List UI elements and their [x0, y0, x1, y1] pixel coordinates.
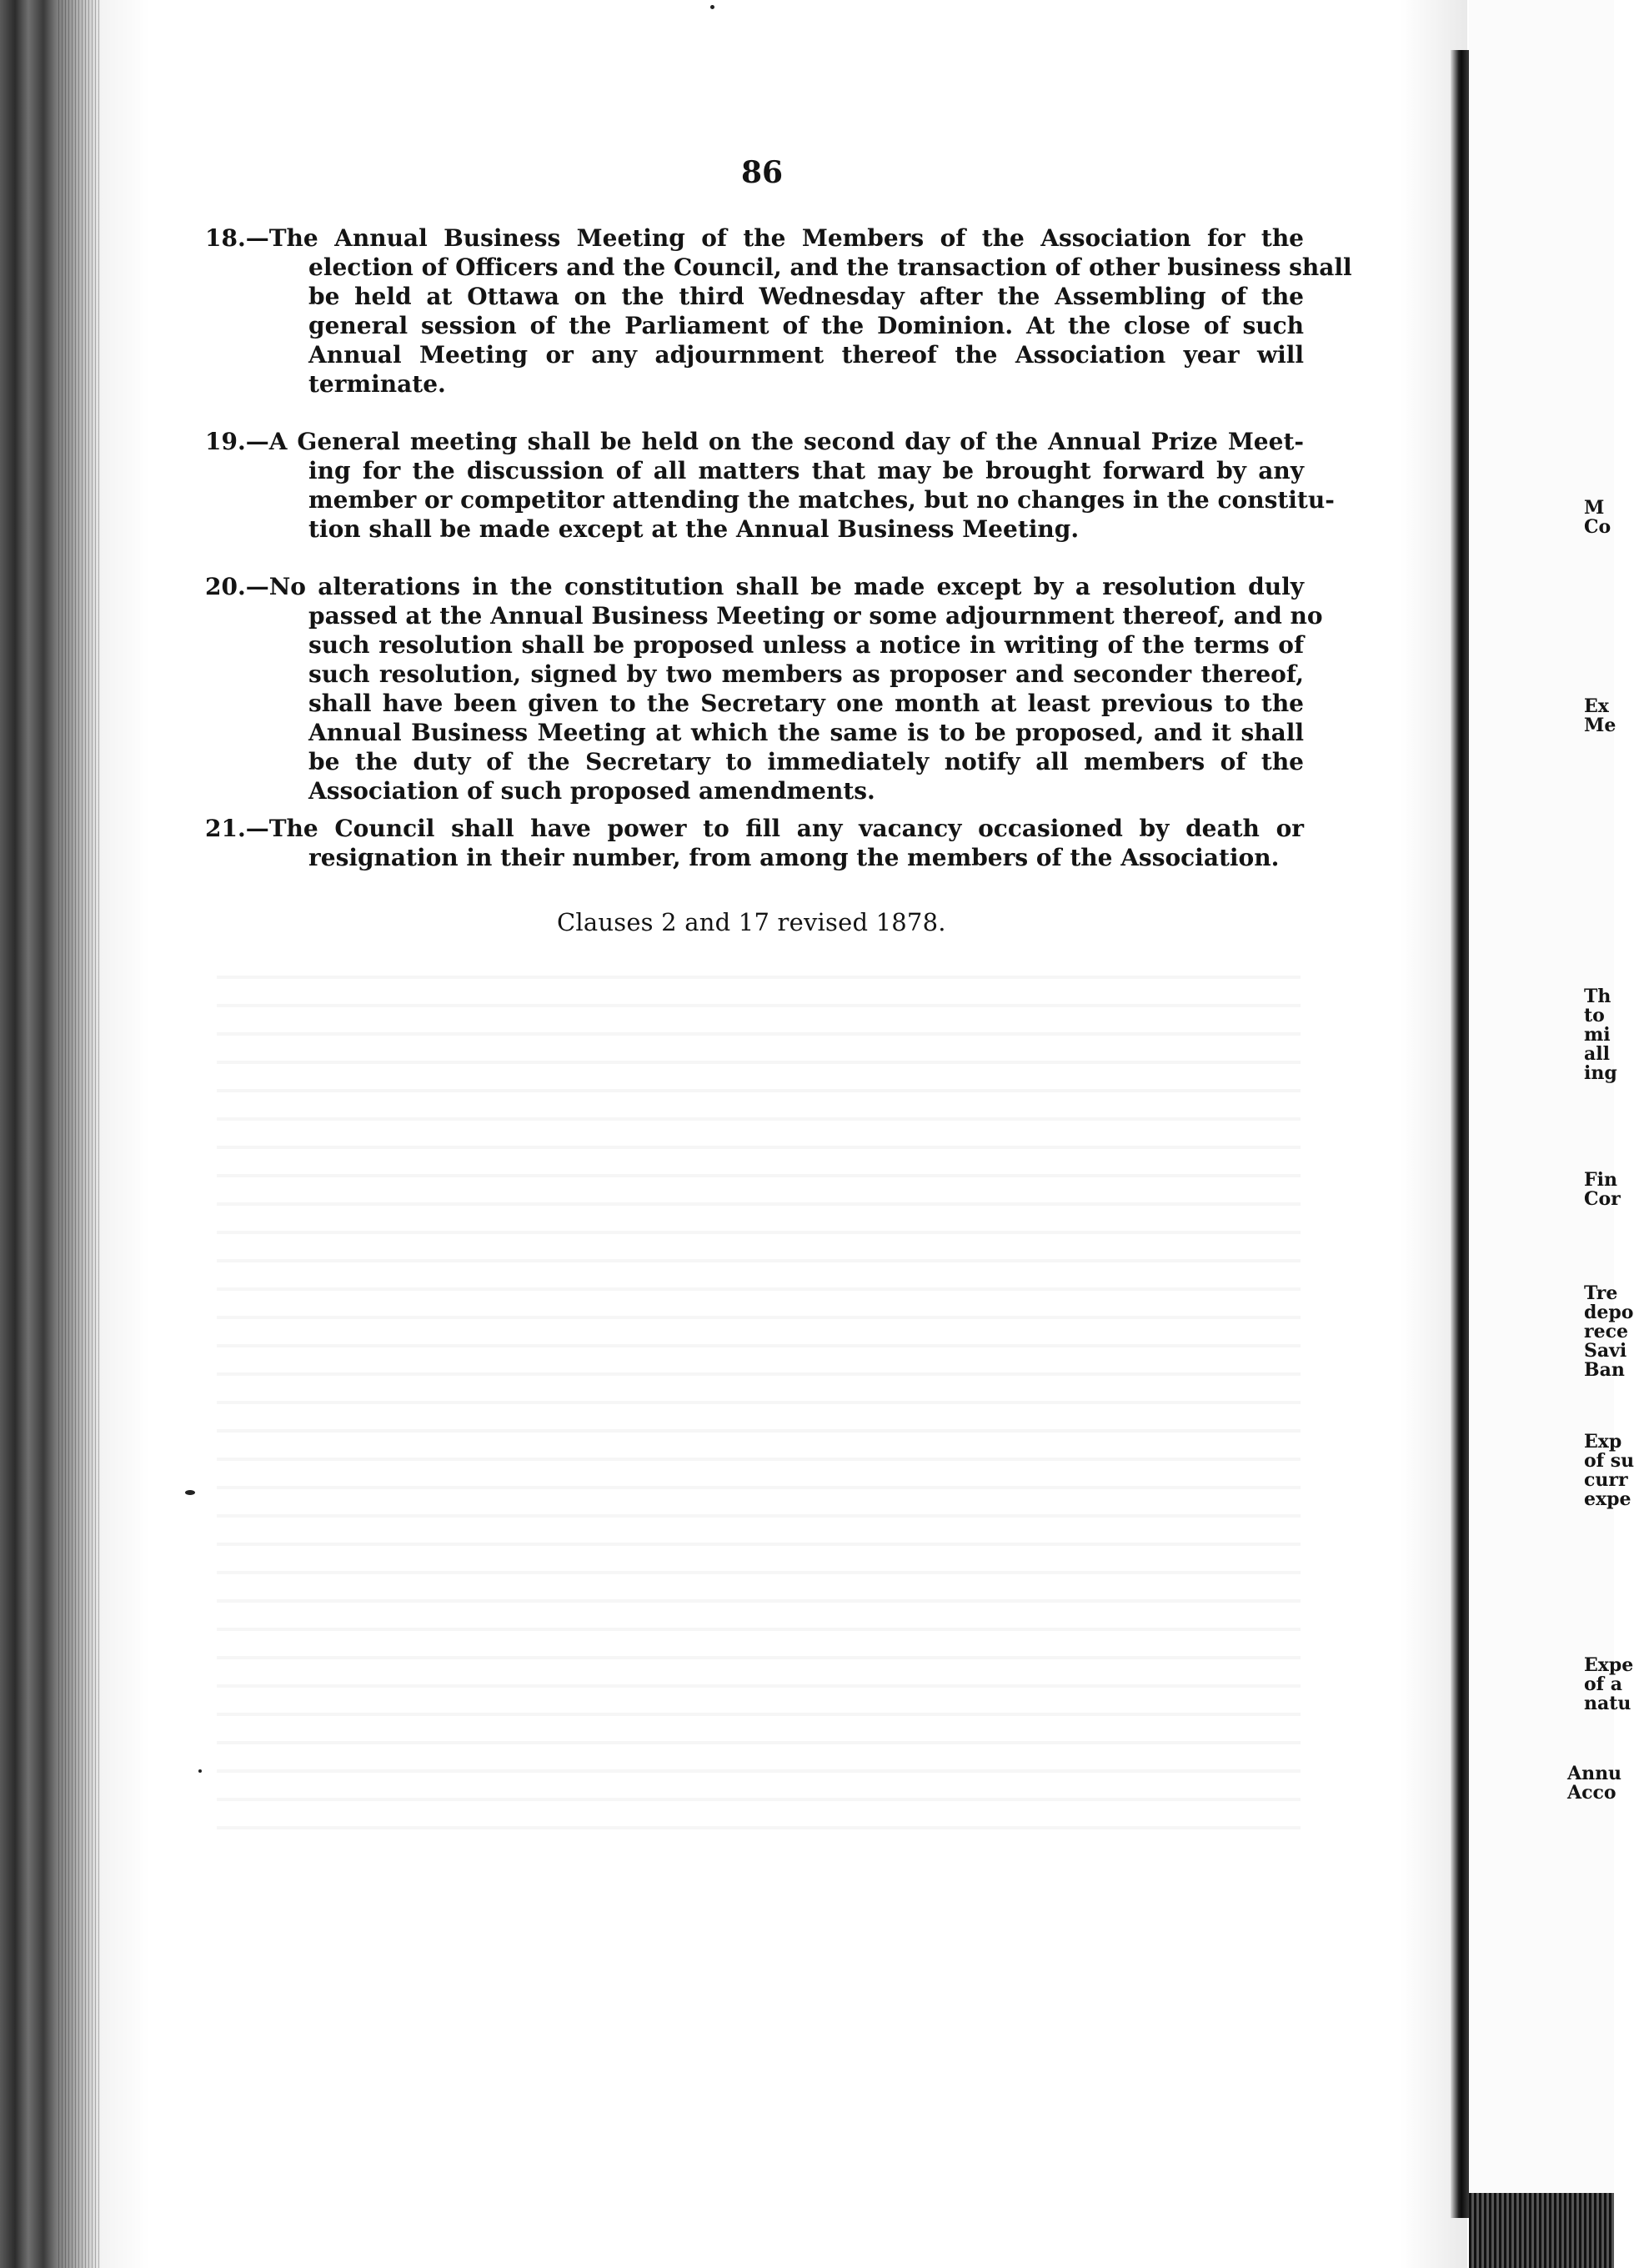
facing-fragment-line: Tre	[1584, 1282, 1618, 1304]
facing-fragment-line: expe	[1584, 1488, 1631, 1510]
clause-18	[205, 223, 1352, 399]
page-edges	[58, 0, 100, 2268]
clause-19	[205, 427, 1335, 544]
scan-speck	[710, 5, 714, 9]
facing-fragment-line: to	[1584, 1005, 1605, 1026]
clause-21	[205, 814, 1304, 872]
facing-fragment	[1584, 987, 1617, 1083]
facing-fragment	[1584, 1433, 1634, 1509]
facing-fragment-line: Expe	[1584, 1654, 1634, 1676]
facing-fragment	[1584, 1171, 1621, 1209]
facing-fragment-line: Annu	[1567, 1763, 1622, 1784]
clause-line: such resolution shall be proposed unless a notice in writing of the terms of	[308, 631, 1304, 659]
clause-line: be the duty of the Secretary to immediately notify all members of the	[308, 748, 1304, 775]
facing-fragment	[1584, 1284, 1633, 1380]
facing-fragment-line: Fin	[1584, 1169, 1617, 1191]
facing-fragment-line: of su	[1584, 1450, 1634, 1472]
clause-line: election of Officers and the Council, and the transaction of other business shall	[308, 253, 1352, 281]
facing-fragment-line: all	[1584, 1043, 1610, 1065]
facing-fragment-line: Ban	[1584, 1359, 1625, 1381]
clause-line: such resolution, signed by two members as proposer and seconder thereof,	[308, 660, 1304, 688]
facing-fragment-line: curr	[1584, 1469, 1628, 1491]
facing-fragment	[1584, 697, 1616, 735]
clause-line: resignation in their number, from among the members of the Association.	[308, 844, 1280, 871]
facing-fragment-line: of a	[1584, 1673, 1623, 1695]
clause-line: 20.—No alterations in the constitution shall be made except by a resolution duly	[205, 573, 1304, 600]
revision-note: Clauses 2 and 17 revised 1878.	[557, 908, 946, 936]
facing-fragment-line: ing	[1584, 1062, 1617, 1084]
clause-line: 21.—The Council shall have power to fill any vacancy occasioned by death or	[205, 815, 1304, 842]
facing-fragment-line: Ex	[1584, 695, 1609, 717]
facing-fragment-line: Me	[1584, 715, 1616, 736]
clause-line: Annual Meeting or any adjournment thereof the Association year will	[308, 341, 1304, 369]
clauses-body	[205, 223, 1352, 901]
clause-line: 18.—The Annual Business Meeting of the Members of the Association for the	[205, 224, 1304, 252]
clause-line: Annual Business Meeting at which the same is to be proposed, and it shall	[308, 719, 1304, 746]
facing-fragment-line: mi	[1584, 1024, 1611, 1046]
facing-fragment-line: Cor	[1584, 1188, 1621, 1210]
clause-line: ing for the discussion of all matters that may be brought forward by any	[308, 457, 1304, 484]
facing-fragment-line: Co	[1584, 516, 1611, 538]
clause-line: general session of the Parliament of the Dominion. At the close of such	[308, 312, 1304, 339]
scan-speck	[198, 1769, 202, 1773]
clause-line: Association of such proposed amendments.	[308, 777, 875, 805]
clause-line: be held at Ottawa on the third Wednesday after the Assembling of the	[308, 283, 1304, 310]
facing-fragment	[1584, 1656, 1633, 1714]
scan-speck	[185, 1490, 195, 1495]
facing-fragment-line: Savi	[1584, 1340, 1627, 1362]
facing-fragment-line: rece	[1584, 1321, 1628, 1342]
bleed-through-texture	[217, 951, 1301, 1851]
clause-line: tion shall be made except at the Annual Business Meeting.	[308, 515, 1080, 543]
facing-fragment-line: M	[1584, 497, 1605, 519]
clause-line: 19.—A General meeting shall be held on the second day of the Annual Prize Meet-	[205, 428, 1304, 455]
clause-line: member or competitor attending the matches, but no changes in the constitu-	[308, 486, 1335, 514]
clause-line: terminate.	[308, 370, 446, 398]
clause-line: shall have been given to the Secretary one month at least previous to the	[308, 690, 1304, 717]
facing-fragment-line: depo	[1584, 1302, 1634, 1323]
facing-page-edge	[1469, 2193, 1614, 2268]
facing-fragment-line: Th	[1584, 986, 1611, 1007]
facing-fragment-line: Exp	[1584, 1431, 1622, 1453]
facing-fragment-line: Acco	[1567, 1782, 1616, 1804]
clause-line: passed at the Annual Business Meeting or some adjournment thereof, and no	[308, 602, 1323, 630]
facing-fragment	[1567, 1764, 1621, 1803]
book-gutter	[1451, 50, 1469, 2218]
facing-fragment	[1584, 499, 1611, 537]
facing-page	[1469, 0, 1614, 2268]
clause-20	[205, 572, 1323, 805]
facing-fragment-line: natu	[1584, 1693, 1631, 1714]
page-number: 86	[740, 155, 784, 190]
